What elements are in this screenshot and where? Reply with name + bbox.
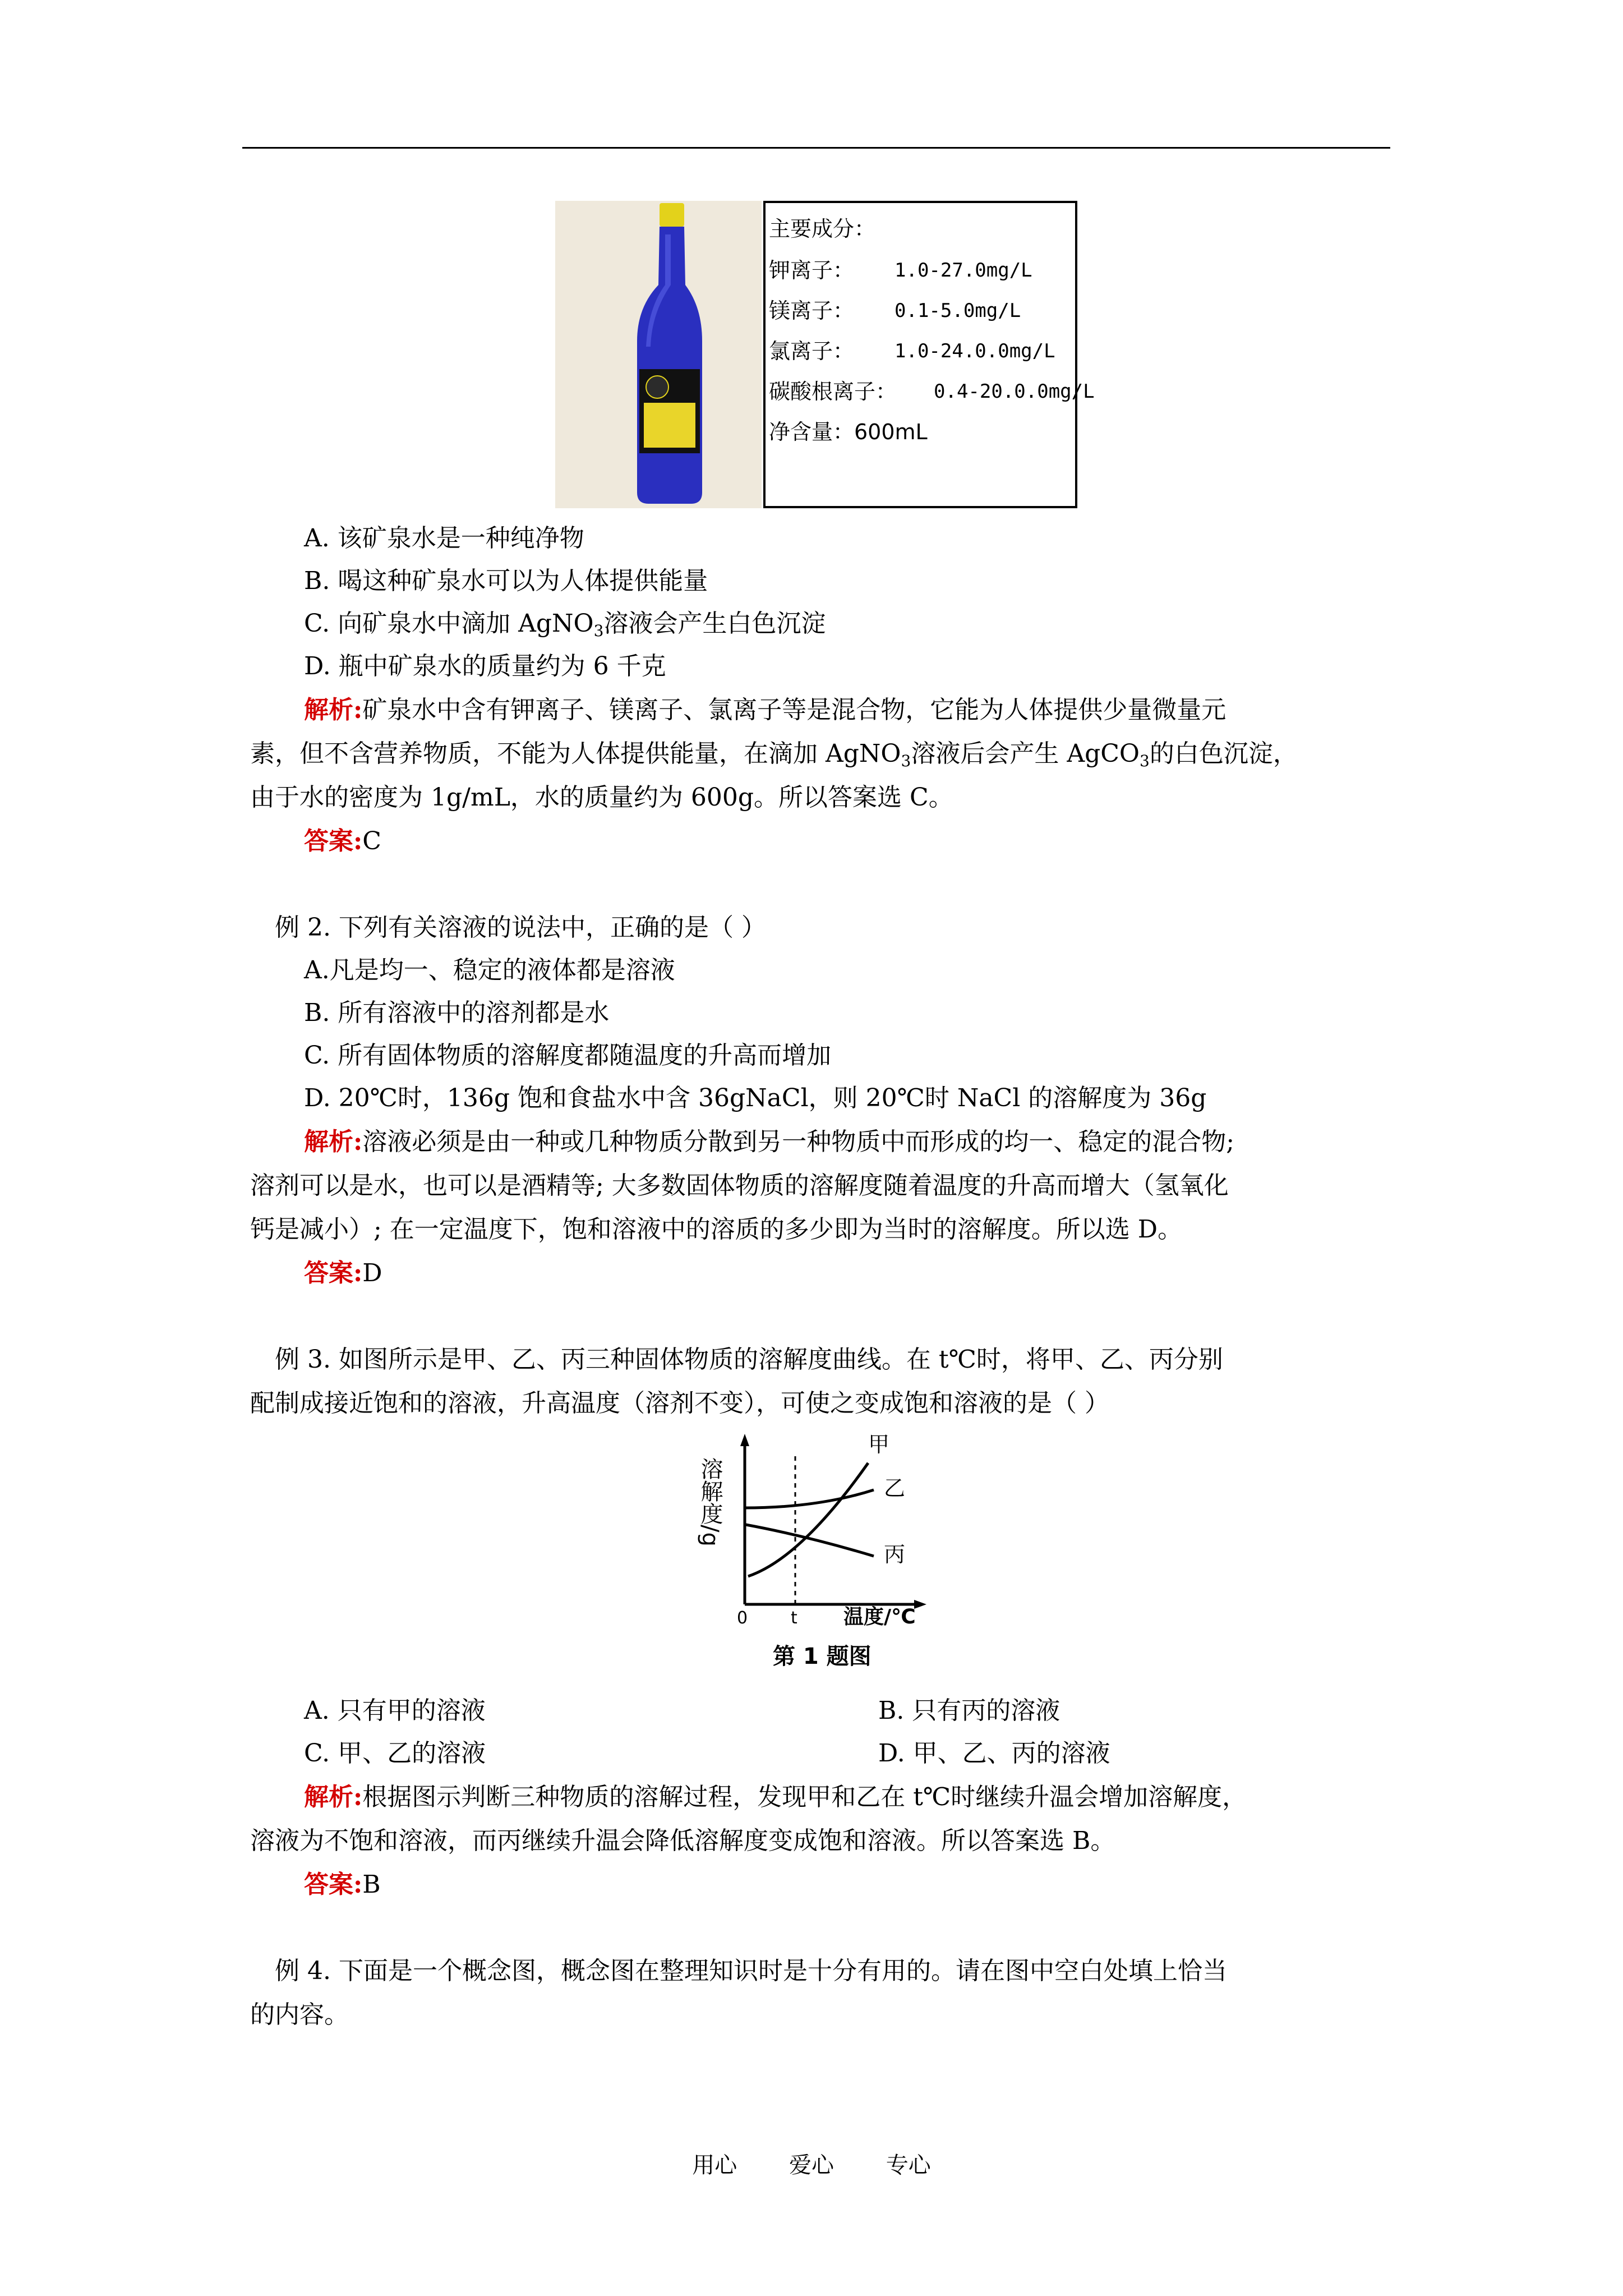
page-footer [0, 2147, 1623, 2179]
q1-analysis-line-2: 素，但不含营养物质，不能为人体提供能量，在滴加 AgNO$_3$溶液后会产生 AgCO$_3$的白色沉淀， [250, 739, 1298, 770]
analysis-label: 解析: [304, 1128, 363, 1156]
series-label-jia: 甲 [868, 1432, 890, 1457]
solubility-curve-graph [697, 1429, 937, 1682]
curve-jia [748, 1463, 868, 1576]
y-axis-label-text: 溶解度/g [697, 1457, 723, 1547]
q1-analysis-line-3: 由于水的密度为 1g/mL，水的质量约为 600g。所以答案选 C。 [250, 783, 953, 812]
answer-label: 答案: [304, 1259, 363, 1287]
q3-stem-line-2: 配制成接近饱和的溶液，升高温度（溶剂不变），可使之变成饱和溶液的是（ ） [250, 1389, 1109, 1418]
q2-analysis-line-3: 钙是减小）; 在一定温度下，饱和溶液中的溶质的多少即为当时的溶解度。所以选 D。 [250, 1215, 1183, 1244]
q3-option-a: A. 只有甲的溶液 [304, 1696, 486, 1725]
ingredient-label: 钾离子： [769, 258, 855, 283]
q3-analysis-line-1: 解析:根据图示判断三种物质的溶解过程，发现甲和乙在 t℃时继续升温会增加溶解度， [304, 1783, 1247, 1811]
q3-option-b: B. 只有丙的溶液 [878, 1696, 1061, 1725]
header-rule [242, 147, 1390, 149]
analysis-label: 解析: [304, 1783, 363, 1811]
q3-option-c: C. 甲、乙的溶液 [304, 1739, 486, 1768]
q4-stem-line-1: 例 4. 下面是一个概念图，概念图在整理知识时是十分有用的。请在图中空白处填上恰当 [275, 1957, 1227, 1985]
q3-stem-line-1: 例 3. 如图所示是甲、乙、丙三种固体物质的溶解度曲线。在 t℃时，将甲、乙、丙分别 [275, 1345, 1223, 1374]
analysis-label: 解析: [304, 696, 363, 724]
q1-option-c: C. 向矿泉水中滴加 AgNO$_3$溶液会产生白色沉淀 [304, 609, 826, 640]
footer-word: 专心 [886, 2152, 931, 2178]
answer-label: 答案: [304, 827, 363, 855]
q1-option-d: D. 瓶中矿泉水的质量约为 6 千克 [304, 652, 666, 680]
footer-word: 爱心 [789, 2152, 834, 2178]
q1-option-b: B. 喝这种矿泉水可以为人体提供能量 [304, 567, 708, 595]
q3-analysis-line-2: 溶液为不饱和溶液，而丙继续升温会降低溶解度变成饱和溶液。所以答案选 B。 [250, 1826, 1115, 1855]
curve-yi [745, 1490, 874, 1508]
q4-stem-line-2: 的内容。 [250, 2000, 349, 2029]
ingredients-title: 主要成分： [769, 217, 876, 241]
q2-analysis-line-2: 溶剂可以是水，也可以是酒精等; 大多数固体物质的溶解度随着温度的升高而增大（氢氧化 [250, 1171, 1229, 1200]
curve-bing [746, 1525, 874, 1556]
q3-option-d: D. 甲、乙、丙的溶液 [878, 1739, 1110, 1768]
x-axis-label: 温度/℃ [843, 1605, 916, 1628]
origin-label: 0 [737, 1608, 748, 1628]
q2-analysis-line-1: 解析:溶液必须是由一种或几种物质分散到另一种物质中而形成的均一、稳定的混合物; [304, 1128, 1235, 1156]
net-content: 净含量：600mL [769, 420, 928, 444]
footer-word: 用心 [692, 2152, 737, 2178]
t-tick-label: t [791, 1608, 797, 1628]
q2-option-b: B. 所有溶液中的溶剂都是水 [304, 999, 610, 1027]
ingredient-value: 1.0-24.0.0mg/L [895, 340, 1055, 362]
x-axis-arrow [914, 1600, 926, 1609]
series-label-bing: 丙 [884, 1542, 906, 1567]
ingredient-value: 1.0-27.0mg/L [895, 259, 1032, 282]
ingredient-label: 氯离子： [769, 339, 855, 364]
answer-label: 答案: [304, 1870, 363, 1899]
q2-option-a: A.凡是均一、稳定的液体都是溶液 [304, 956, 675, 984]
series-label-yi: 乙 [884, 1476, 906, 1501]
q1-analysis-line-1: 解析:矿泉水中含有钾离子、镁离子、氯离子等是混合物，它能为人体提供少量微量元 [304, 696, 1227, 724]
q2-answer: 答案:D [304, 1259, 382, 1287]
ingredient-value: 0.1-5.0mg/L [895, 300, 1021, 322]
ingredient-label: 镁离子： [769, 298, 855, 323]
y-axis-arrow [740, 1434, 749, 1446]
mineral-water-bottle-photo [555, 201, 762, 508]
ingredients-table [763, 201, 1095, 508]
ingredient-label: 碳酸根离子： [769, 379, 897, 404]
q2-option-d: D. 20℃时，136g 饱和食盐水中含 36gNaCl，则 20℃时 NaCl 的溶解度为 36g [304, 1084, 1207, 1112]
q2-stem: 例 2. 下列有关溶液的说法中，正确的是（ ） [275, 913, 766, 942]
q3-answer: 答案:B [304, 1870, 381, 1899]
ingredient-value: 0.4-20.0.0mg/L [934, 380, 1095, 403]
q1-answer: 答案:C [304, 827, 381, 855]
graph-caption: 第 1 题图 [773, 1644, 872, 1669]
q1-option-a: A. 该矿泉水是一种纯净物 [304, 524, 584, 553]
q2-option-c: C. 所有固体物质的溶解度都随温度的升高而增加 [304, 1041, 832, 1070]
